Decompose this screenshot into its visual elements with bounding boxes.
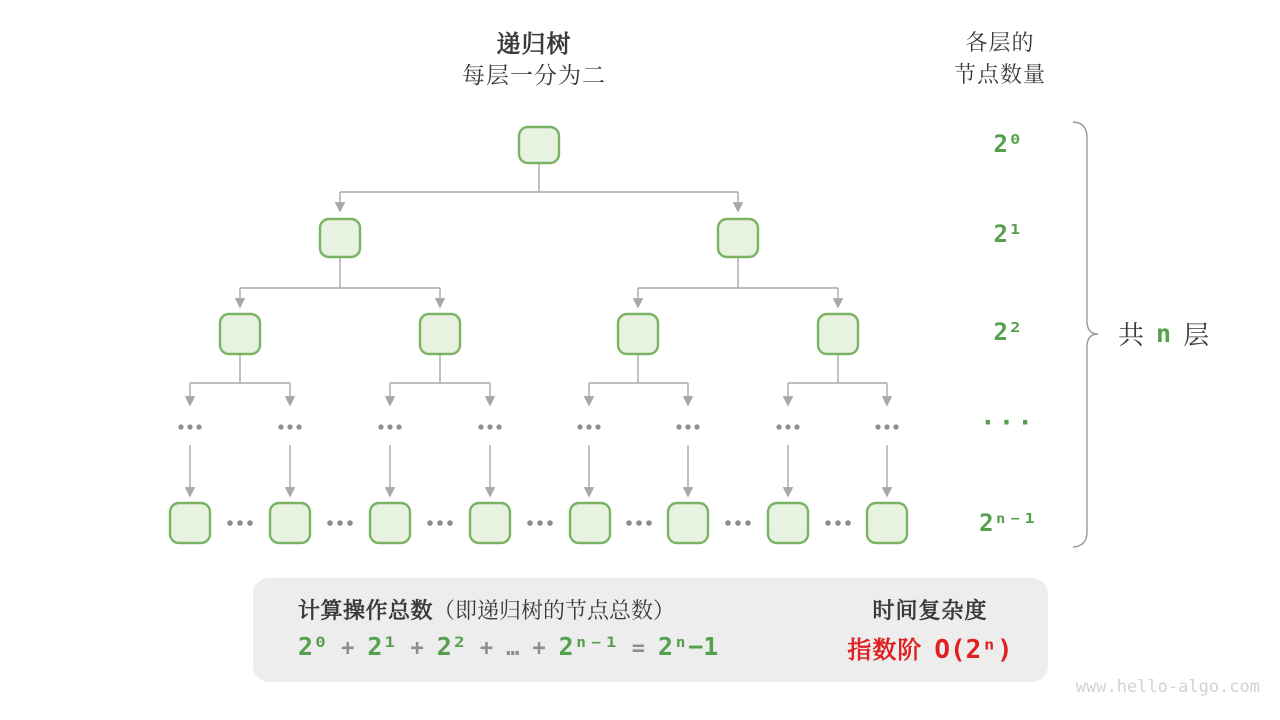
tree-node-l3	[220, 314, 260, 354]
level-label-2: 2²	[993, 318, 1023, 346]
ellipsis-dots	[478, 424, 501, 429]
ellipsis-dots	[676, 424, 699, 429]
ellipsis-dots	[378, 424, 401, 429]
ellipsis-dots	[527, 520, 553, 526]
formula-term: 2ⁿ⁻¹	[558, 632, 619, 661]
summary-box-title	[298, 594, 718, 625]
right-panel-header-line1: 各层的	[965, 30, 1035, 55]
tree-node-l3	[818, 314, 858, 354]
tree-node-l1	[519, 127, 559, 163]
tree-node-l5	[370, 503, 410, 543]
tree-node-l2	[718, 219, 758, 257]
tree-node-l3	[420, 314, 460, 354]
formula-operator: +	[532, 636, 546, 661]
tree-node-l3	[618, 314, 658, 354]
ellipsis-dots	[776, 424, 799, 429]
tree-node-l5	[768, 503, 808, 543]
brace-icon	[1073, 122, 1098, 547]
level-label-0: 2⁰	[993, 130, 1023, 158]
edges-ellipsis-to-bottom	[190, 445, 887, 496]
summary-title-paren: （即递归树的节点总数）	[433, 598, 676, 623]
diagram-subtitle: 每层一分为二	[462, 62, 606, 88]
ellipsis-dots	[427, 520, 453, 526]
node-count-formula	[298, 632, 718, 661]
formula-term: 2⁰	[298, 632, 329, 661]
tree-node-l5	[570, 503, 610, 543]
edges-level2-to-level3	[240, 257, 838, 307]
formula-result-term: 2ⁿ−1	[658, 632, 719, 661]
formula-term: 2²	[436, 632, 467, 661]
brace-label-post: 层	[1183, 320, 1210, 350]
formula-term: 2¹	[367, 632, 398, 661]
formula-operator: +	[410, 636, 424, 661]
ellipsis-dots	[577, 424, 600, 429]
result-value	[832, 630, 1028, 665]
ellipsis-dots	[825, 520, 851, 526]
tree-node-l5	[668, 503, 708, 543]
tree-node-l5	[170, 503, 210, 543]
diagram-title: 递归树	[496, 31, 572, 58]
brace-label-pre: 共	[1118, 320, 1145, 350]
brace-label	[1118, 315, 1228, 352]
formula-operator: +	[479, 636, 494, 661]
edges-level1-to-level2	[340, 163, 738, 211]
tree-node-l5	[867, 503, 907, 543]
tree-node-l2	[320, 219, 360, 257]
ellipsis-dots	[725, 520, 751, 526]
ellipsis-dots	[227, 520, 253, 526]
ellipsis-dots	[626, 520, 652, 526]
ellipsis-dots	[327, 520, 353, 526]
result-value-formula: O(2ⁿ)	[934, 635, 1013, 665]
formula-ellipsis: …	[506, 636, 520, 661]
tree-node-l5	[270, 503, 310, 543]
result-title: 时间复杂度	[872, 598, 988, 623]
result-value-text: 指数阶	[847, 637, 923, 664]
formula-equals: =	[631, 636, 646, 661]
edges-level3-to-ellipsis	[190, 354, 887, 405]
formula-operator: +	[341, 636, 355, 661]
tree-node-l5	[470, 503, 510, 543]
right-panel-header-line2: 节点数量	[953, 62, 1046, 87]
level-label-1: 2¹	[993, 220, 1023, 248]
brace-label-n: n	[1156, 319, 1172, 348]
summary-title-bold: 计算操作总数	[298, 598, 434, 623]
level-label-3: ···	[980, 408, 1036, 438]
ellipsis-dots-row	[178, 424, 898, 429]
level-label-4: 2ⁿ⁻¹	[979, 509, 1037, 537]
watermark: www.hello-algo.com	[1075, 677, 1260, 697]
ellipsis-dots	[875, 424, 898, 429]
ellipsis-dots	[178, 424, 201, 429]
ellipsis-dots	[278, 424, 301, 429]
bottom-row-ellipsis-dots	[227, 520, 851, 526]
